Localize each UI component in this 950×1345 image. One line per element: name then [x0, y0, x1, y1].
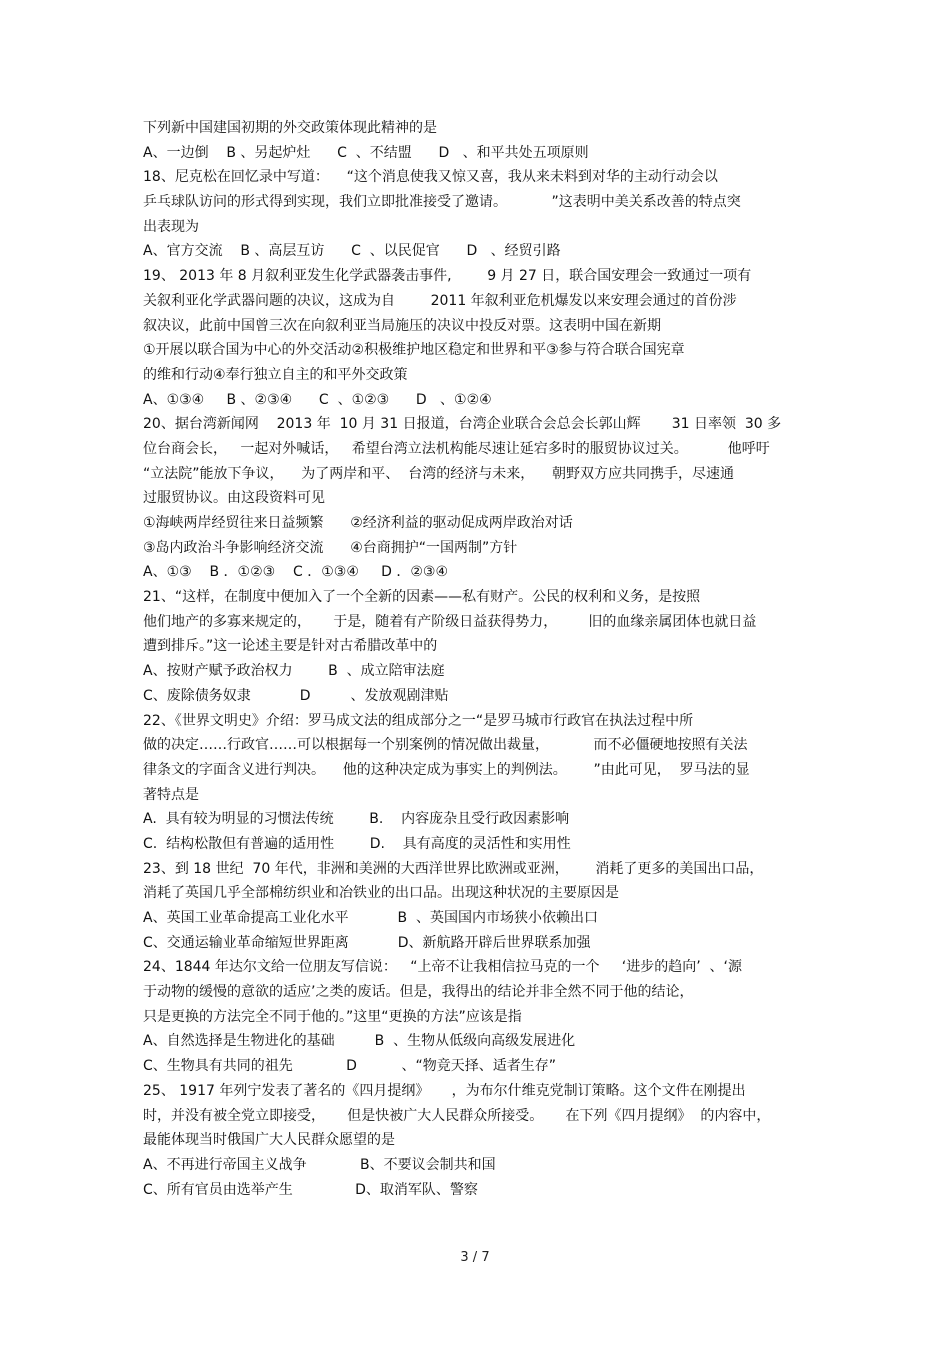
text-line: A、不再进行帝国主义战争 B、不要议会制共和国 [143, 1156, 496, 1173]
text-line: C、生物具有共同的祖先 D 、“物竞天择、适者生存” [143, 1058, 556, 1075]
page-number: 3 / 7 [460, 1250, 490, 1265]
text-line: C. 结构松散但有普遍的适用性 D. 具有高度的灵活性和实用性 [143, 835, 571, 852]
text-line: ①开展以联合国为中心的外交活动②积极维护地区稳定和世界和平③参与符合联合国宪章 [143, 342, 685, 359]
text-line: 19、 2013 年 8 月叙利亚发生化学武器袭击事件, 9 月 27 日，联合国安理会一致通过一项有 [143, 268, 752, 285]
text-line: A. 具有较为明显的习惯法传统 B. 内容庞杂且受行政因素影响 [143, 811, 570, 828]
text-line: C、废除债务奴隶 D 、发放观剧津贴 [143, 687, 449, 704]
text-line: 律条文的字面含义进行判决。 他的这种决定成为事实上的判例法。 ”由此可见， 罗马法的显 [143, 761, 750, 778]
text-line: 遭到排斥。”这一论述主要是针对古希腊改革中的 [143, 638, 438, 655]
text-line: A、按财产赋予政治权力 B 、成立陪审法庭 [143, 663, 445, 680]
text-line: 著特点是 [143, 786, 199, 803]
text-line: 过服贸协议。由这段资料可见 [143, 490, 325, 507]
text-line: 他们地产的多寡来规定的， 于是，随着有产阶级日益获得势力， 旧的血缘亲属团体也就日益 [143, 613, 757, 630]
text-line: ①海峡两岸经贸往来日益频繁 ②经济利益的驱动促成两岸政治对话 [143, 515, 573, 531]
text-line: A、官方交流 B 、高层互访 C 、以民促官 D 、经贸引路 [143, 243, 561, 260]
document-body [143, 116, 823, 1202]
text-line: 22、《世界文明史》介绍：罗马成文法的组成部分之一“是罗马城市行政官在执法过程中所 [143, 712, 694, 729]
text-line: 于动物的缓慢的意欲的适应’之类的废话。但是，我得出的结论并非全然不同于他的结论， [143, 984, 694, 1001]
text-line: 只是更换的方法完全不同于他的。”这里“更换的方法”应该是指 [143, 1008, 522, 1025]
text-line: 20、据台湾新闻网 2013 年 10 月 31 日报道，台湾企业联合会总会长郭山辉 31 日率领 30 多 [143, 416, 782, 433]
text-line: C、所有官员由选举产生 D、取消军队、警察 [143, 1181, 478, 1198]
text-line: A、一边倒 B 、另起炉灶 C 、不结盟 D 、和平共处五项原则 [143, 144, 589, 161]
text-line: 24、1844 年达尔文给一位朋友写信说： “上帝不让我相信拉马克的一个 ‘进步的趋向’ 、‘源 [143, 959, 742, 976]
text-line: ③岛内政治斗争影响经济交流 ④台商拥护“一国两制”方针 [143, 539, 518, 556]
text-line: 最能体现当时俄国广大人民群众愿望的是 [143, 1132, 395, 1149]
text-line: 位台商会长， 一起对外喊话， 希望台湾立法机构能尽速让延宕多时的服贸协议过关。 他呼吁 [143, 440, 770, 457]
text-line: A、①③④ B 、②③④ C 、①②③ D 、①②④ [143, 391, 492, 408]
text-line: 18、尼克松在回忆录中写道： “这个消息使我又惊又喜，我从来未料到对华的主动行动会以 [143, 169, 718, 186]
text-line: C、交通运输业革命缩短世界距离 D、新航路开辟后世界联系加强 [143, 934, 591, 951]
text-line: 时，并没有被全党立即接受， 但是快被广大人民群众所接受。 在下列《四月提纲》 的内容中， [143, 1107, 771, 1124]
text-line: 下列新中国建国初期的外交政策体现此精神的是 [143, 120, 437, 136]
text-line: 25、 1917 年列宁发表了著名的《四月提纲》 ，为布尔什维克党制订策略。这个文件在刚提出 [143, 1082, 746, 1099]
text-line: 关叙利亚化学武器问题的决议，这成为自 2011 年叙利亚危机爆发以来安理会通过的首份涉 [143, 292, 737, 309]
text-line: “立法院”能放下争议， 为了两岸和平、 台湾的经济与未来， 朝野双方应共同携手，尽速通 [143, 465, 735, 482]
text-line: 23、到 18 世纪 70 年代，非洲和美洲的大西洋世界比欧洲或亚洲， 消耗了更多的美国出口品， [143, 860, 764, 877]
text-line: 叙决议，此前中国曾三次在向叙利亚当局施压的决议中投反对票。这表明中国在新期 [143, 317, 661, 334]
text-line: 的维和行动④奉行独立自主的和平外交政策 [143, 366, 408, 383]
text-line: 乒乓球队访问的形式得到实现，我们立即批准接受了邀请。 ”这表明中美关系改善的特点突 [143, 194, 741, 211]
text-line: A、①③ B ．①②③ C ．①③④ D ．②③④ [143, 564, 448, 581]
text-line: 消耗了英国几乎全部棉纺织业和冶铁业的出口品。出现这种状况的主要原因是 [143, 885, 619, 902]
text-line: A、自然选择是生物进化的基础 B 、生物从低级向高级发展进化 [143, 1033, 576, 1050]
text-line: A、英国工业革命提高工业化水平 B 、英国国内市场狭小依赖出口 [143, 910, 599, 926]
text-line: 21、“这样，在制度中便加入了一个全新的因素——私有财产。公民的权利和义务，是按照 [143, 589, 701, 606]
text-line: 做的决定……行政官……可以根据每一个别案例的情况做出裁量， 而不必僵硬地按照有关法 [143, 737, 748, 754]
text-line: 出表现为 [143, 218, 199, 235]
